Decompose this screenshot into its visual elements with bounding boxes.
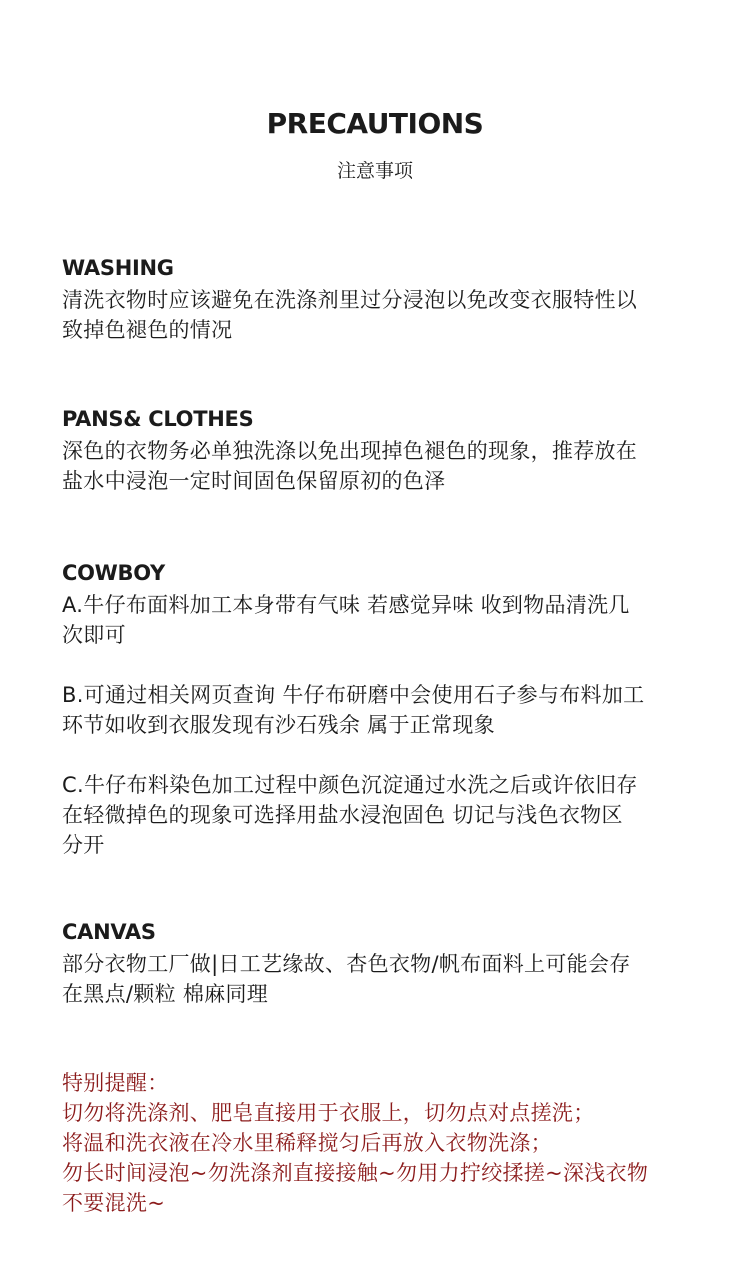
text-line: 环节如收到衣服发现有沙石残余 属于正常现象 xyxy=(62,713,495,737)
text-line: 次即可 xyxy=(62,623,126,647)
text-line: 盐水中浸泡一定时间固色保留原初的色泽 xyxy=(62,469,446,493)
notice-line: 勿长时间浸泡~勿洗涤剂直接接触~勿用力拧绞揉搓~深浅衣物 xyxy=(62,1161,649,1185)
notice-line: 将温和洗衣液在冷水里稀释搅匀后再放入衣物洗涤； xyxy=(62,1131,552,1155)
special-notice xyxy=(62,1068,702,1218)
section-heading: COWBOY xyxy=(62,561,165,585)
paragraph xyxy=(62,949,702,1009)
paragraph xyxy=(62,436,702,496)
paragraph xyxy=(62,590,702,650)
text-line: A.牛仔布面料加工本身带有气味 若感觉异味 收到物品清洗几 xyxy=(62,593,630,617)
text-line: B.可通过相关网页查询 牛仔布研磨中会使用石子参与布料加工 xyxy=(62,683,645,707)
paragraph xyxy=(62,680,702,740)
text-line: C.牛仔布料染色加工过程中颜色沉淀通过水洗之后或许依旧存 xyxy=(62,773,638,797)
paragraph xyxy=(62,770,702,860)
section-heading: PANS& CLOTHES xyxy=(62,407,254,431)
text-line: 深色的衣物务必单独洗涤以免出现掉色褪色的现象，推荐放在 xyxy=(62,439,638,463)
notice-line: 不要混洗~ xyxy=(62,1191,166,1215)
notice-line: 切勿将洗涤剂、肥皂直接用于衣服上，切勿点对点搓洗； xyxy=(62,1101,595,1125)
section-cowboy xyxy=(62,559,702,860)
notice-line: 特别提醒： xyxy=(62,1071,169,1095)
section-canvas xyxy=(62,918,702,1009)
text-line: 致掉色褪色的情况 xyxy=(62,318,233,342)
page-title: PRECAUTIONS xyxy=(266,107,484,140)
text-line: 部分衣物工厂做|日工艺缘故、杏色衣物/帆布面料上可能会存 xyxy=(62,952,631,976)
section-heading: CANVAS xyxy=(62,920,156,944)
text-line: 分开 xyxy=(62,833,105,857)
paragraph xyxy=(62,285,702,345)
section-washing xyxy=(62,254,702,345)
text-line: 在轻微掉色的现象可选择用盐水浸泡固色 切记与浅色衣物区 xyxy=(62,803,623,827)
text-line: 清洗衣物时应该避免在洗涤剂里过分浸泡以免改变衣服特性以 xyxy=(62,288,638,312)
page-subtitle: 注意事项 xyxy=(336,160,413,182)
text-line: 在黑点/颗粒 棉麻同理 xyxy=(62,982,269,1006)
section-pans-clothes xyxy=(62,405,702,496)
section-heading: WASHING xyxy=(62,256,174,280)
